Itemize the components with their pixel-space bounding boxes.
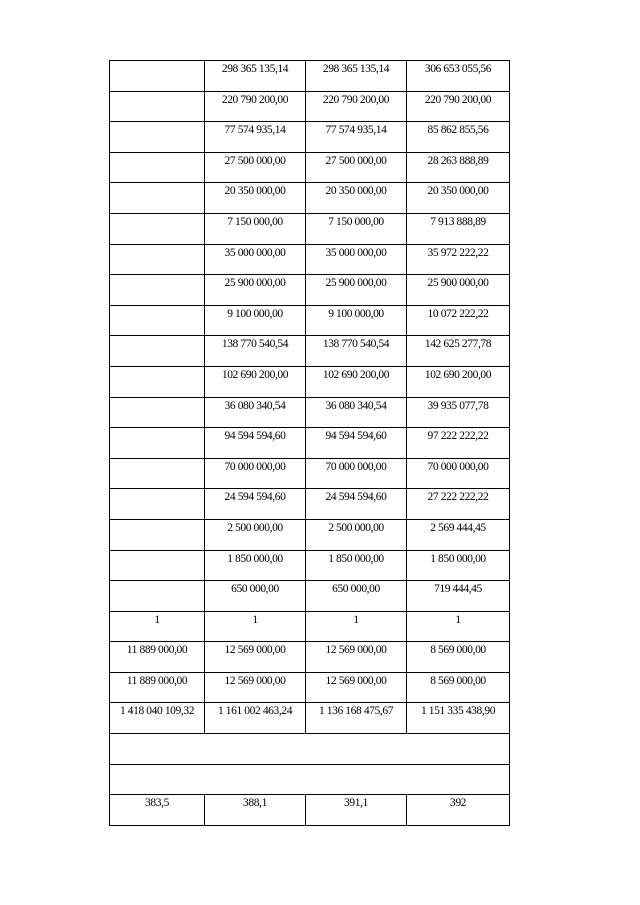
table-cell-text: 11 889 000,00	[126, 644, 188, 657]
table-cell-text: 138 770 540,54	[221, 338, 289, 351]
table-cell	[407, 275, 510, 306]
table-row	[110, 734, 510, 765]
table-cell	[306, 366, 407, 397]
table-cell-text: 70 000 000,00	[325, 460, 387, 473]
table-cell-text: 1 418 040 109,32	[119, 705, 195, 718]
table-cell-text: 8 569 000,00	[430, 644, 486, 657]
table-cell-text: 25 900 000,00	[427, 277, 489, 290]
table-cell-text: 388,1	[243, 797, 267, 810]
table-cell	[110, 122, 205, 153]
table-cell	[205, 244, 306, 275]
table-cell	[407, 213, 510, 244]
table-cell	[205, 642, 306, 673]
table-cell	[306, 458, 407, 489]
table-cell	[306, 642, 407, 673]
table-cell-text: 36 080 340,54	[224, 399, 286, 412]
table-cell	[205, 152, 306, 183]
table-cell	[407, 91, 510, 122]
table-cell	[407, 183, 510, 214]
table-cell	[407, 581, 510, 612]
table-cell	[110, 428, 205, 459]
table-cell	[306, 152, 407, 183]
table-cell	[205, 550, 306, 581]
table-cell-text: 24 594 594,60	[224, 491, 286, 504]
table-row	[110, 244, 510, 275]
table-cell	[306, 61, 407, 92]
table-cell-text: 1 850 000,00	[430, 552, 486, 565]
table-cell-text: 77 574 935,14	[224, 124, 286, 137]
table-cell-text: 1 850 000,00	[328, 552, 384, 565]
table-cell-text: 2 569 444,45	[430, 521, 486, 534]
table-cell	[110, 336, 205, 367]
table-cell	[407, 61, 510, 92]
table-cell	[407, 397, 510, 428]
table-cell-text: 298 365 135,14	[322, 63, 390, 75]
table-cell	[407, 672, 510, 703]
table-cell	[205, 183, 306, 214]
table-cell-text: 650 000,00	[231, 583, 279, 596]
table-cell	[306, 244, 407, 275]
table-row	[110, 152, 510, 183]
table-cell-text: 39 935 077,78	[427, 399, 489, 412]
table-row	[110, 764, 510, 795]
table-cell	[306, 91, 407, 122]
table-cell	[407, 244, 510, 275]
table-cell-text: 12 569 000,00	[325, 674, 387, 687]
table-cell-text: 8 569 000,00	[430, 674, 486, 687]
table-cell	[306, 611, 407, 642]
table-cell	[407, 550, 510, 581]
table-cell	[110, 152, 205, 183]
table-cell-text: 70 000 000,00	[224, 460, 286, 473]
table-cell-text: 7 150 000,00	[328, 215, 384, 228]
table-cell	[306, 336, 407, 367]
table-cell	[110, 672, 205, 703]
table-cell	[205, 519, 306, 550]
table-cell	[205, 672, 306, 703]
table-cell	[205, 581, 306, 612]
table-cell-text: 220 790 200,00	[322, 93, 390, 106]
table-row	[110, 61, 510, 92]
table-cell	[205, 91, 306, 122]
table-cell	[110, 275, 205, 306]
table-cell-text: 102 690 200,00	[424, 368, 492, 381]
table-cell-text: 7 150 000,00	[227, 215, 283, 228]
table-cell-merged	[110, 734, 510, 765]
table-row	[110, 275, 510, 306]
table-cell	[205, 703, 306, 734]
table-cell-text: 9 100 000,00	[227, 307, 283, 320]
table-row	[110, 122, 510, 153]
table-cell	[110, 366, 205, 397]
table-cell	[407, 489, 510, 520]
table-row	[110, 428, 510, 459]
table-cell	[407, 366, 510, 397]
table-cell-text: 102 690 200,00	[221, 368, 289, 381]
table-cell	[205, 336, 306, 367]
table-cell-text: 1	[353, 613, 359, 626]
table-cell-text: 1 136 168 475,67	[318, 705, 394, 718]
table-cell	[110, 519, 205, 550]
table-cell-text: 9 100 000,00	[328, 307, 384, 320]
table-cell	[306, 275, 407, 306]
table-cell	[407, 152, 510, 183]
table-cell-text: 35 000 000,00	[325, 246, 387, 259]
table-cell	[407, 795, 510, 826]
table-row	[110, 91, 510, 122]
table-cell	[110, 795, 205, 826]
table-cell	[205, 305, 306, 336]
table-body	[110, 61, 510, 826]
table-cell-text: 70 000 000,00	[427, 460, 489, 473]
table-cell	[110, 642, 205, 673]
table-cell-text: 1	[154, 613, 160, 626]
table-cell-text: 24 594 594,60	[325, 491, 387, 504]
table-cell	[306, 183, 407, 214]
table-cell-text: 35 972 222,22	[427, 246, 489, 259]
table-cell	[306, 305, 407, 336]
table-cell	[205, 611, 306, 642]
table-row	[110, 672, 510, 703]
table-cell-merged	[110, 764, 510, 795]
table-cell	[407, 703, 510, 734]
table-cell	[205, 122, 306, 153]
table-cell	[306, 519, 407, 550]
table-row	[110, 336, 510, 367]
table-cell	[205, 366, 306, 397]
data-table	[109, 60, 510, 826]
table-cell-text: 142 625 277,78	[424, 338, 492, 351]
table-cell-text: 383,5	[145, 797, 169, 810]
table-row	[110, 642, 510, 673]
table-cell-text: 97 222 222,22	[427, 430, 489, 443]
table-cell-text: 220 790 200,00	[424, 93, 492, 106]
table-cell	[407, 642, 510, 673]
table-row	[110, 795, 510, 826]
table-cell-text: 719 444,45	[434, 583, 482, 596]
table-cell	[306, 122, 407, 153]
table-cell	[205, 61, 306, 92]
table-cell-text: 1	[252, 613, 258, 626]
table-cell-text: 25 900 000,00	[325, 277, 387, 290]
table-cell-text: 12 569 000,00	[325, 644, 387, 657]
table-cell	[110, 244, 205, 275]
table-cell	[110, 91, 205, 122]
table-cell	[306, 428, 407, 459]
table-cell-text: 2 500 000,00	[227, 521, 283, 534]
table-cell	[205, 428, 306, 459]
table-cell	[306, 213, 407, 244]
table-row	[110, 183, 510, 214]
table-cell	[205, 275, 306, 306]
table-cell	[110, 61, 205, 92]
table-cell	[110, 213, 205, 244]
table-cell	[407, 428, 510, 459]
table-cell	[306, 703, 407, 734]
table-cell	[110, 550, 205, 581]
table-cell	[205, 458, 306, 489]
table-cell-text: 1 850 000,00	[227, 552, 283, 565]
table-cell-text: 7 913 888,89	[430, 215, 486, 228]
table-cell	[110, 703, 205, 734]
table-cell-text: 1	[455, 613, 461, 626]
table-row	[110, 519, 510, 550]
table-row	[110, 581, 510, 612]
table-cell-text: 94 594 594,60	[325, 430, 387, 443]
table-cell-text: 391,1	[344, 797, 368, 810]
table-cell	[306, 581, 407, 612]
table-cell-text: 94 594 594,60	[224, 430, 286, 443]
table-cell-text: 1 151 335 438,90	[420, 705, 496, 718]
table-cell	[407, 336, 510, 367]
table-cell-text: 392	[449, 797, 467, 810]
table-cell-text: 36 080 340,54	[325, 399, 387, 412]
table-cell-text: 298 365 135,14	[221, 63, 289, 75]
table-row	[110, 305, 510, 336]
table-cell-text: 27 222 222,22	[427, 491, 489, 504]
table-cell-text: 35 000 000,00	[224, 246, 286, 259]
table-cell	[110, 397, 205, 428]
table-row	[110, 550, 510, 581]
table-cell-text: 10 072 222,22	[427, 307, 489, 320]
table-cell-text: 28 263 888,89	[427, 154, 489, 167]
table-row	[110, 458, 510, 489]
table-cell	[110, 581, 205, 612]
table-row	[110, 703, 510, 734]
table-row	[110, 611, 510, 642]
table-cell-text: 306 653 055,56	[424, 63, 492, 75]
table-cell-text: 2 500 000,00	[328, 521, 384, 534]
table-cell	[407, 122, 510, 153]
table-cell	[205, 795, 306, 826]
table-cell-text: 25 900 000,00	[224, 277, 286, 290]
table-cell	[407, 519, 510, 550]
table-cell-text: 650 000,00	[332, 583, 380, 596]
table-cell-text: 27 500 000,00	[224, 154, 286, 167]
table-cell	[306, 489, 407, 520]
table-cell-text: 12 569 000,00	[224, 644, 286, 657]
table-cell-text: 12 569 000,00	[224, 674, 286, 687]
table-cell	[205, 213, 306, 244]
table-cell-text: 138 770 540,54	[322, 338, 390, 351]
table-cell	[205, 397, 306, 428]
table-row	[110, 213, 510, 244]
table-cell	[205, 489, 306, 520]
table-cell	[110, 183, 205, 214]
table-row	[110, 397, 510, 428]
table-cell-text: 220 790 200,00	[221, 93, 289, 106]
table-cell	[110, 611, 205, 642]
table-cell-text: 77 574 935,14	[325, 124, 387, 137]
table-cell	[407, 458, 510, 489]
table-cell-text: 20 350 000,00	[224, 185, 286, 198]
table-cell	[306, 397, 407, 428]
table-cell-text: 20 350 000,00	[427, 185, 489, 198]
table-cell	[110, 458, 205, 489]
table-cell	[306, 672, 407, 703]
table-cell-text: 85 862 855,56	[427, 124, 489, 137]
table-cell-text: 20 350 000,00	[325, 185, 387, 198]
table-row	[110, 489, 510, 520]
table-cell-text: 11 889 000,00	[126, 674, 188, 687]
table-cell	[306, 550, 407, 581]
table-cell	[110, 305, 205, 336]
table-cell-text: 1 161 002 463,24	[217, 705, 293, 718]
table-cell	[407, 305, 510, 336]
table-cell-text: 27 500 000,00	[325, 154, 387, 167]
table-cell	[407, 611, 510, 642]
table-cell-text: 102 690 200,00	[322, 368, 390, 381]
table-row	[110, 366, 510, 397]
table-cell	[306, 795, 407, 826]
table-cell	[110, 489, 205, 520]
